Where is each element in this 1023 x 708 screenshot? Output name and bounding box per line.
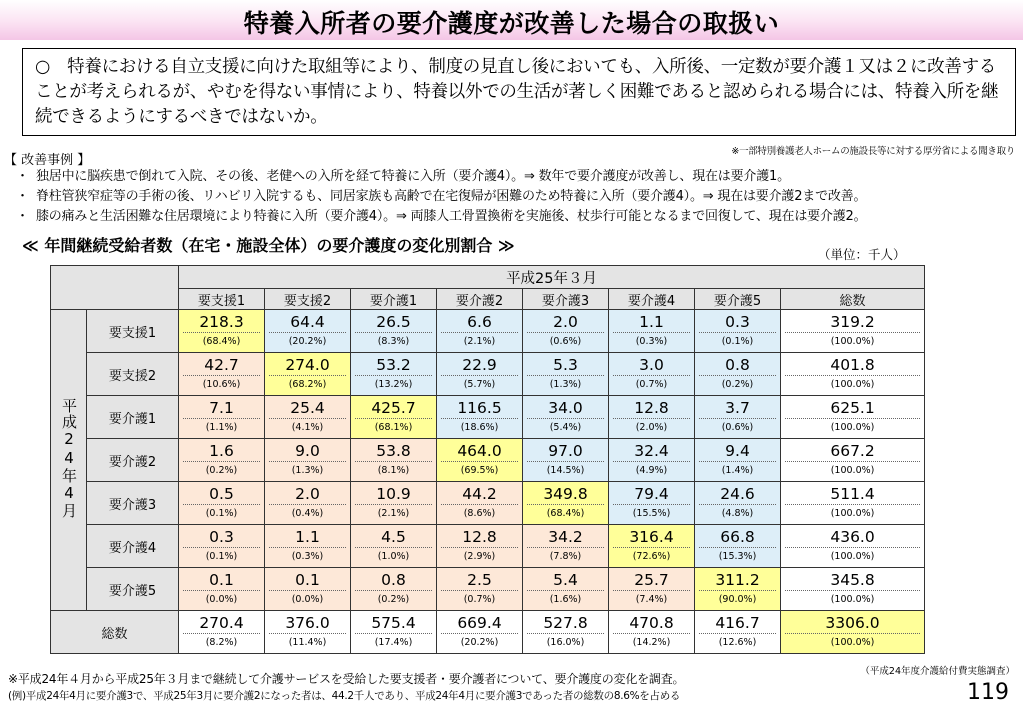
table-cell xyxy=(523,568,609,611)
table-cell xyxy=(179,310,265,353)
cell-percentage: (0.2%) xyxy=(721,378,754,390)
cell-value: 3306.0 xyxy=(785,613,920,634)
cell-percentage: (100.0%) xyxy=(830,507,875,519)
cell-percentage: (14.5%) xyxy=(546,464,585,476)
row-header: 要支援2 xyxy=(87,353,179,396)
table-cell xyxy=(523,525,609,568)
column-header: 要支援1 xyxy=(179,289,265,310)
cell-value: 10.9 xyxy=(355,484,432,505)
cell-value: 0.8 xyxy=(699,355,776,376)
column-header: 要介護5 xyxy=(695,289,781,310)
case-text: 独居中に脳疾患で倒れて入院、その後、老健への入所を経て特養に入所（要介護4）。⇒ 数年で要介護度が改善し、現在は要介護1。 xyxy=(36,169,790,184)
cell-percentage: (1.0%) xyxy=(377,550,410,562)
cell-percentage: (100.0%) xyxy=(830,378,875,390)
table-cell xyxy=(695,611,781,654)
cell-percentage: (4.8%) xyxy=(721,507,754,519)
cell-value: 2.0 xyxy=(269,484,346,505)
cell-value: 0.1 xyxy=(183,570,260,591)
table-cell xyxy=(351,310,437,353)
table-row xyxy=(51,482,925,525)
cell-percentage: (0.1%) xyxy=(205,507,238,519)
table-cell xyxy=(265,525,351,568)
row-header: 総数 xyxy=(51,611,179,654)
table-row xyxy=(51,439,925,482)
cell-value: 575.4 xyxy=(355,613,432,634)
table-cell xyxy=(781,482,925,525)
table-cell xyxy=(523,482,609,525)
cell-value: 3.0 xyxy=(613,355,690,376)
cell-percentage: (100.0%) xyxy=(830,421,875,433)
table-cell xyxy=(351,525,437,568)
cell-value: 669.4 xyxy=(441,613,518,634)
cell-percentage: (2.1%) xyxy=(463,335,496,347)
summary-text: ○ 特養における自立支援に向けた取組等により、制度の見直し後においても、入所後、一定数が要介護１又は２に改善することが考えられるが、やむを得ない事情により、特養以外での生活が著しく困難であると認められる場合には、特養入所を継続できるようにするべきではないか。 xyxy=(35,57,999,127)
cell-value: 416.7 xyxy=(699,613,776,634)
table-row xyxy=(51,611,925,654)
cell-value: 3.7 xyxy=(699,398,776,419)
cell-value: 5.3 xyxy=(527,355,604,376)
cell-percentage: (0.1%) xyxy=(721,335,754,347)
cell-value: 97.0 xyxy=(527,441,604,462)
cell-value: 5.4 xyxy=(527,570,604,591)
cell-percentage: (1.6%) xyxy=(549,593,582,605)
cell-value: 53.2 xyxy=(355,355,432,376)
cell-value: 9.0 xyxy=(269,441,346,462)
case-text: 脊柱管狭窄症等の手術の後、リハビリ入院するも、同居家族も高齢で在宅復帰が困難のため特養に入所（要介護4）。⇒ 現在は要介護2まで改善。 xyxy=(36,189,867,204)
cell-percentage: (0.7%) xyxy=(635,378,668,390)
cell-percentage: (8.1%) xyxy=(377,464,410,476)
table-cell xyxy=(351,353,437,396)
table-cell xyxy=(179,482,265,525)
cell-percentage: (72.6%) xyxy=(632,550,671,562)
table-row xyxy=(51,525,925,568)
cell-percentage: (0.1%) xyxy=(205,550,238,562)
cell-percentage: (2.9%) xyxy=(463,550,496,562)
cell-value: 319.2 xyxy=(785,312,920,333)
cell-value: 345.8 xyxy=(785,570,920,591)
cell-percentage: (8.3%) xyxy=(377,335,410,347)
cell-percentage: (0.0%) xyxy=(291,593,324,605)
table-cell xyxy=(437,310,523,353)
cell-percentage: (17.4%) xyxy=(374,636,413,648)
cell-value: 667.2 xyxy=(785,441,920,462)
cell-percentage: (7.4%) xyxy=(635,593,668,605)
cell-value: 1.1 xyxy=(613,312,690,333)
row-header: 要介護2 xyxy=(87,439,179,482)
cell-percentage: (4.1%) xyxy=(291,421,324,433)
table-cell xyxy=(781,310,925,353)
table-cell xyxy=(523,611,609,654)
table-cell xyxy=(437,568,523,611)
cell-percentage: (0.2%) xyxy=(205,464,238,476)
table-cell xyxy=(695,396,781,439)
cell-percentage: (16.0%) xyxy=(546,636,585,648)
cell-percentage: (20.2%) xyxy=(460,636,499,648)
table-cell xyxy=(179,568,265,611)
cell-percentage: (100.0%) xyxy=(830,335,875,347)
table-cell xyxy=(265,439,351,482)
table-cell xyxy=(609,310,695,353)
table-cell xyxy=(265,353,351,396)
cell-value: 311.2 xyxy=(699,570,776,591)
cell-percentage: (100.0%) xyxy=(830,593,875,605)
cell-value: 464.0 xyxy=(441,441,518,462)
cell-value: 24.6 xyxy=(699,484,776,505)
table-cell xyxy=(265,611,351,654)
cell-percentage: (1.1%) xyxy=(205,421,238,433)
bullet-marker: ・ xyxy=(16,169,29,184)
footnote-1: ※平成24年４月から平成25年３月まで継続して介護サービスを受給した要支援者・要介護者について、要介護度の変化を調査。 xyxy=(8,672,685,686)
row-header: 要介護5 xyxy=(87,568,179,611)
cell-value: 12.8 xyxy=(441,527,518,548)
cell-percentage: (8.2%) xyxy=(205,636,238,648)
table-cell xyxy=(265,310,351,353)
cell-percentage: (68.4%) xyxy=(546,507,585,519)
cell-percentage: (15.5%) xyxy=(632,507,671,519)
cell-percentage: (100.0%) xyxy=(830,636,875,648)
table-cell xyxy=(781,525,925,568)
cases-header: 【 改善事例 】 xyxy=(4,153,91,168)
cell-value: 436.0 xyxy=(785,527,920,548)
cell-value: 79.4 xyxy=(613,484,690,505)
table-cell xyxy=(695,353,781,396)
column-header: 要介護3 xyxy=(523,289,609,310)
table-cell xyxy=(609,396,695,439)
cell-percentage: (90.0%) xyxy=(718,593,757,605)
footer-source: （平成24年度介護給付費実態調査） xyxy=(860,666,1015,677)
cell-percentage: (1.4%) xyxy=(721,464,754,476)
table-cell xyxy=(695,310,781,353)
cell-percentage: (4.9%) xyxy=(635,464,668,476)
cell-percentage: (100.0%) xyxy=(830,464,875,476)
cell-value: 0.3 xyxy=(183,527,260,548)
cell-value: 2.5 xyxy=(441,570,518,591)
table-row xyxy=(51,568,925,611)
cell-value: 116.5 xyxy=(441,398,518,419)
table-cell xyxy=(437,611,523,654)
table-cell xyxy=(179,396,265,439)
cell-value: 12.8 xyxy=(613,398,690,419)
cell-value: 7.1 xyxy=(183,398,260,419)
table-cell xyxy=(523,310,609,353)
table-cell xyxy=(609,482,695,525)
cell-value: 527.8 xyxy=(527,613,604,634)
cell-percentage: (14.2%) xyxy=(632,636,671,648)
cell-value: 34.2 xyxy=(527,527,604,548)
cell-value: 26.5 xyxy=(355,312,432,333)
table-cell xyxy=(265,482,351,525)
table-cell xyxy=(351,439,437,482)
cell-value: 25.7 xyxy=(613,570,690,591)
cell-percentage: (10.6%) xyxy=(202,378,241,390)
table-cell xyxy=(609,568,695,611)
table-row xyxy=(51,310,925,353)
table-cell xyxy=(695,439,781,482)
cell-percentage: (0.4%) xyxy=(291,507,324,519)
cell-value: 0.5 xyxy=(183,484,260,505)
table-cell xyxy=(781,396,925,439)
column-header: 要介護1 xyxy=(351,289,437,310)
table-cell xyxy=(609,611,695,654)
cell-percentage: (8.6%) xyxy=(463,507,496,519)
cell-percentage: (7.8%) xyxy=(549,550,582,562)
column-header: 総数 xyxy=(781,289,925,310)
cell-value: 401.8 xyxy=(785,355,920,376)
column-header: 要介護4 xyxy=(609,289,695,310)
cell-percentage: (0.3%) xyxy=(635,335,668,347)
row-header: 要介護4 xyxy=(87,525,179,568)
cell-percentage: (2.0%) xyxy=(635,421,668,433)
table-cell xyxy=(523,353,609,396)
row-period-header: 平成24年4月 xyxy=(60,397,78,519)
table-cell xyxy=(781,568,925,611)
column-period-header: 平成25年３月 xyxy=(179,266,925,289)
cell-value: 1.1 xyxy=(269,527,346,548)
cell-percentage: (5.7%) xyxy=(463,378,496,390)
table-cell xyxy=(265,568,351,611)
cell-percentage: (0.6%) xyxy=(549,335,582,347)
case-item xyxy=(16,187,866,207)
table-cell xyxy=(179,439,265,482)
table-cell xyxy=(609,353,695,396)
row-period-cell xyxy=(51,310,87,611)
bullet-marker: ・ xyxy=(16,189,29,204)
table-row xyxy=(51,396,925,439)
table-cell xyxy=(695,482,781,525)
table-cell xyxy=(351,396,437,439)
cell-percentage: (100.0%) xyxy=(830,550,875,562)
cell-value: 0.1 xyxy=(269,570,346,591)
bullet-marker: ・ xyxy=(16,209,29,224)
cell-value: 274.0 xyxy=(269,355,346,376)
cell-value: 34.0 xyxy=(527,398,604,419)
cell-percentage: (0.3%) xyxy=(291,550,324,562)
cell-value: 4.5 xyxy=(355,527,432,548)
cell-value: 66.8 xyxy=(699,527,776,548)
table-cell xyxy=(437,396,523,439)
cell-value: 64.4 xyxy=(269,312,346,333)
cell-percentage: (68.2%) xyxy=(288,378,327,390)
cell-percentage: (20.2%) xyxy=(288,335,327,347)
cell-percentage: (18.6%) xyxy=(460,421,499,433)
table-cell xyxy=(781,353,925,396)
cell-percentage: (1.3%) xyxy=(291,464,324,476)
cell-value: 1.6 xyxy=(183,441,260,462)
cases-list xyxy=(16,167,866,227)
table-cell xyxy=(609,439,695,482)
table-cell xyxy=(437,525,523,568)
cell-value: 6.6 xyxy=(441,312,518,333)
cell-value: 42.7 xyxy=(183,355,260,376)
table-cell xyxy=(523,439,609,482)
page-number: 119 xyxy=(967,680,1009,705)
cell-value: 625.1 xyxy=(785,398,920,419)
cell-value: 270.4 xyxy=(183,613,260,634)
cell-percentage: (2.1%) xyxy=(377,507,410,519)
table-cell xyxy=(523,396,609,439)
cell-value: 218.3 xyxy=(183,312,260,333)
unit-label: （単位：千人） xyxy=(818,247,906,262)
table-row xyxy=(51,353,925,396)
row-header: 要介護1 xyxy=(87,396,179,439)
cell-value: 425.7 xyxy=(355,398,432,419)
cell-value: 9.4 xyxy=(699,441,776,462)
cell-value: 376.0 xyxy=(269,613,346,634)
cell-value: 0.8 xyxy=(355,570,432,591)
cell-percentage: (12.6%) xyxy=(718,636,757,648)
cell-percentage: (15.3%) xyxy=(718,550,757,562)
cell-percentage: (68.1%) xyxy=(374,421,413,433)
table-cell xyxy=(179,611,265,654)
cell-value: 2.0 xyxy=(527,312,604,333)
cell-value: 316.4 xyxy=(613,527,690,548)
transition-table xyxy=(50,265,925,654)
table-cell xyxy=(695,568,781,611)
cell-percentage: (11.4%) xyxy=(288,636,327,648)
table-cell xyxy=(609,525,695,568)
cell-value: 349.8 xyxy=(527,484,604,505)
row-header: 要介護3 xyxy=(87,482,179,525)
table-cell xyxy=(179,525,265,568)
cell-percentage: (1.3%) xyxy=(549,378,582,390)
table-cell xyxy=(351,611,437,654)
table-cell xyxy=(437,353,523,396)
row-header: 要支援1 xyxy=(87,310,179,353)
cell-value: 0.3 xyxy=(699,312,776,333)
cell-percentage: (68.4%) xyxy=(202,335,241,347)
table-cell xyxy=(781,611,925,654)
cell-percentage: (0.6%) xyxy=(721,421,754,433)
case-item xyxy=(16,207,866,227)
cell-value: 22.9 xyxy=(441,355,518,376)
table-cell xyxy=(437,482,523,525)
table-cell xyxy=(265,396,351,439)
table-cell xyxy=(781,439,925,482)
cell-percentage: (0.7%) xyxy=(463,593,496,605)
cell-value: 32.4 xyxy=(613,441,690,462)
footnote-2: (例)平成24年4月に要介護3で、平成25年3月に要介護2になった者は、44.2千人であり、平成24年4月に要介護3であった者の総数の8.6%を占める xyxy=(8,690,681,702)
cell-value: 53.8 xyxy=(355,441,432,462)
column-header: 要支援2 xyxy=(265,289,351,310)
case-text: 膝の痛みと生活困難な住居環境により特養に入所（要介護4）。⇒ 両膝人工骨置換術を実施後、杖歩行可能となるまで回復して、現在は要介護2。 xyxy=(36,209,867,224)
cell-percentage: (69.5%) xyxy=(460,464,499,476)
table-body xyxy=(51,310,925,654)
page-title: 特養入所者の要介護度が改善した場合の取扱い xyxy=(243,9,780,38)
column-header: 要介護2 xyxy=(437,289,523,310)
table-cell xyxy=(351,568,437,611)
cell-percentage: (13.2%) xyxy=(374,378,413,390)
cell-value: 25.4 xyxy=(269,398,346,419)
cell-percentage: (0.0%) xyxy=(205,593,238,605)
cell-value: 44.2 xyxy=(441,484,518,505)
cell-value: 470.8 xyxy=(613,613,690,634)
table-corner xyxy=(51,266,179,310)
summary-box xyxy=(22,48,1016,136)
table-title: ≪ 年間継続受給者数（在宅・施設全体）の要介護度の変化別割合 ≫ xyxy=(22,236,515,255)
table-cell xyxy=(437,439,523,482)
cell-value: 511.4 xyxy=(785,484,920,505)
cell-percentage: (5.4%) xyxy=(549,421,582,433)
source-note: ※一部特別養護老人ホームの施設長等に対する厚労省による聞き取り xyxy=(731,146,1015,157)
cell-percentage: (0.2%) xyxy=(377,593,410,605)
table-cell xyxy=(179,353,265,396)
table-cell xyxy=(351,482,437,525)
table-cell xyxy=(695,525,781,568)
case-item xyxy=(16,167,866,187)
